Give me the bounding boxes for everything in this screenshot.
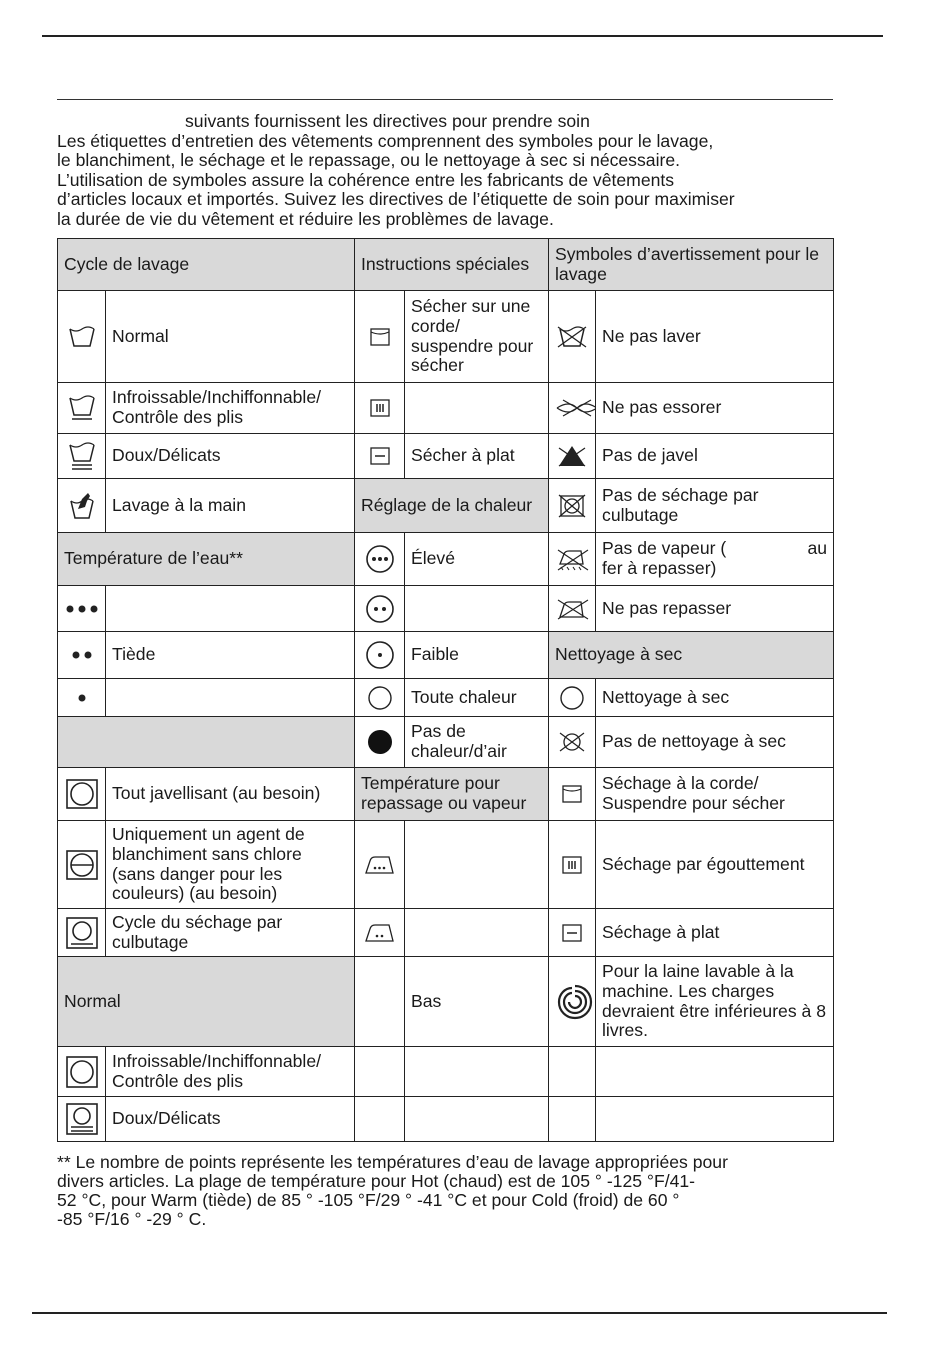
any-bleach-icon [58,768,106,821]
empty-shaded-cell [58,717,355,768]
table-row [58,632,834,679]
heat-medium-icon [355,586,405,632]
wash-label: Infroissable/Inchiffonnable/ Contrôle des plis [106,1047,355,1097]
special-label: Élevé [405,533,549,586]
warning-label [596,1047,834,1097]
dry-flat-warning-icon [549,909,596,957]
washtub-permanent-press-icon [58,383,106,434]
woolmark-icon [549,957,596,1047]
table-row [58,679,834,717]
one-dot-icon [58,679,106,717]
intro-line: la durée de vie du vêtement et réduire les problèmes de lavage. [57,208,554,229]
empty-icon-cell [355,1047,405,1097]
dry-clean-icon [549,679,596,717]
intro-line: Les étiquettes d’entretien des vêtements comprennent des symboles pour le lavage, [57,130,714,151]
wash-label: Tiède [106,632,355,679]
warning-label: Séchage à la corde/ Suspendre pour sécher [596,768,834,821]
warning-label [596,1097,834,1142]
special-label [405,586,549,632]
warning-label: Séchage par égouttement [596,821,834,909]
tumble-dry-delicate-icon [58,1097,106,1142]
warning-label-part: Pas de vapeur ( [602,538,727,559]
footnote-line: divers articles. La plage de température pour Hot (chaud) est de 105 ° -125 °F/41- [57,1171,696,1191]
empty-icon-cell [355,1097,405,1142]
warning-label: Pour la laine lavable à la machine. Les charges devraient être inférieures à 8 livres. [596,957,834,1047]
footnote-line: ** Le nombre de points représente les températures d’eau de lavage appropriées pour [57,1152,728,1172]
table-row [58,768,834,821]
wash-label [106,679,355,717]
special-label: Faible [405,632,549,679]
do-not-iron-icon [549,586,596,632]
bottom-rule [32,1312,887,1314]
special-label [405,383,549,434]
section-rule [57,99,833,100]
warning-label: Pas de nettoyage à sec [596,717,834,768]
table-row [58,383,834,434]
intro-line: suivants fournissent les directives pour prendre soin [185,111,590,131]
do-not-dry-clean-icon [549,717,596,768]
table-row [58,533,834,586]
table-row [58,717,834,768]
warning-label [596,533,834,586]
wash-label: Normal [106,291,355,383]
do-not-wring-icon [549,383,596,434]
special-label [405,909,549,957]
iron-medium-icon [355,909,405,957]
care-symbols-table [57,238,834,1142]
no-heat-icon [355,717,405,768]
special-label [405,1047,549,1097]
footnote-line: 52 °C, pour Warm (tiède) de 85 ° -105 °F/29 ° -41 °C et pour Cold (froid) de 60 ° [57,1190,680,1210]
special-label [405,1097,549,1142]
washtub-normal-icon [58,291,106,383]
wash-label: Cycle du séchage par culbutage [106,909,355,957]
wash-label [106,586,355,632]
line-dry-icon [355,291,405,383]
iron-high-icon [355,821,405,909]
table-row [58,479,834,533]
table-row [58,291,834,383]
intro-paragraph [57,112,837,230]
warning-label-part: au [807,538,828,559]
table-row [58,821,834,909]
wash-label: Infroissable/Inchiffonnable/ Contrôle des plis [106,383,355,434]
warning-label: Ne pas laver [596,291,834,383]
header-warning-symbols: Symboles d’avertissement pour le lavage [549,239,834,291]
washtub-delicate-icon [58,434,106,479]
warning-label-part: fer à repasser) [602,558,717,578]
special-label: Toute chaleur [405,679,549,717]
any-heat-icon [355,679,405,717]
footnote-line: -85 °F/16 ° -29 ° C. [57,1209,207,1229]
section-ironing-temperature: Température pour repassage ou vapeur [355,768,549,821]
table-row [58,909,834,957]
section-dry-cleaning: Nettoyage à sec [549,632,834,679]
warning-label: Pas de javel [596,434,834,479]
dry-flat-icon [355,434,405,479]
empty-icon-cell [355,957,405,1047]
table-row [58,1047,834,1097]
section-normal-dry: Normal [58,957,355,1047]
table-row [58,586,834,632]
wash-label: Uniquement un agent de blanchiment sans chlore (sans danger pour les couleurs) (au besoin) [106,821,355,909]
drip-dry-warning-icon [549,821,596,909]
footnote [57,1153,847,1229]
heat-low-icon [355,632,405,679]
wash-label: Doux/Délicats [106,1097,355,1142]
header-special-instructions: Instructions spéciales [355,239,549,291]
empty-icon-cell [549,1047,596,1097]
special-label: Pas de chaleur/d’air [405,717,549,768]
wash-label: Tout javellisant (au besoin) [106,768,355,821]
header-wash-cycle: Cycle de lavage [58,239,355,291]
section-water-temperature: Température de l’eau** [58,533,355,586]
table-row [58,1097,834,1142]
intro-line: le blanchiment, le séchage et le repassage, ou le nettoyage à sec si nécessaire. [57,150,681,171]
table-row [58,434,834,479]
special-label [405,821,549,909]
table-row [58,957,834,1047]
top-rule [42,35,883,37]
line-dry-warning-icon [549,768,596,821]
special-label: Sécher à plat [405,434,549,479]
tumble-dry-permanent-press-icon [58,1047,106,1097]
do-not-tumble-dry-icon [549,479,596,533]
drip-dry-icon [355,383,405,434]
non-chlorine-bleach-icon [58,821,106,909]
heat-high-icon [355,533,405,586]
warning-label: Séchage à plat [596,909,834,957]
three-dots-icon [58,586,106,632]
warning-label: Ne pas repasser [596,586,834,632]
no-bleach-icon [549,434,596,479]
do-not-wash-icon [549,291,596,383]
empty-icon-cell [549,1097,596,1142]
no-steam-icon [549,533,596,586]
hand-wash-icon [58,479,106,533]
intro-line: L’utilisation de symboles assure la cohérence entre les fabricants de vêtements [57,169,675,190]
warning-label: Nettoyage à sec [596,679,834,717]
two-dots-icon [58,632,106,679]
wash-label: Lavage à la main [106,479,355,533]
section-heat-setting: Réglage de la chaleur [355,479,549,533]
warning-label: Pas de séchage par culbutage [596,479,834,533]
table-header-row [58,239,834,291]
wash-label: Doux/Délicats [106,434,355,479]
tumble-dry-icon [58,909,106,957]
intro-line: d’articles locaux et importés. Suivez les directives de l’étiquette de soin pour maximiser [57,189,735,210]
special-label: Bas [405,957,549,1047]
special-label: Sécher sur une corde/ suspendre pour sécher [405,291,549,383]
warning-label: Ne pas essorer [596,383,834,434]
